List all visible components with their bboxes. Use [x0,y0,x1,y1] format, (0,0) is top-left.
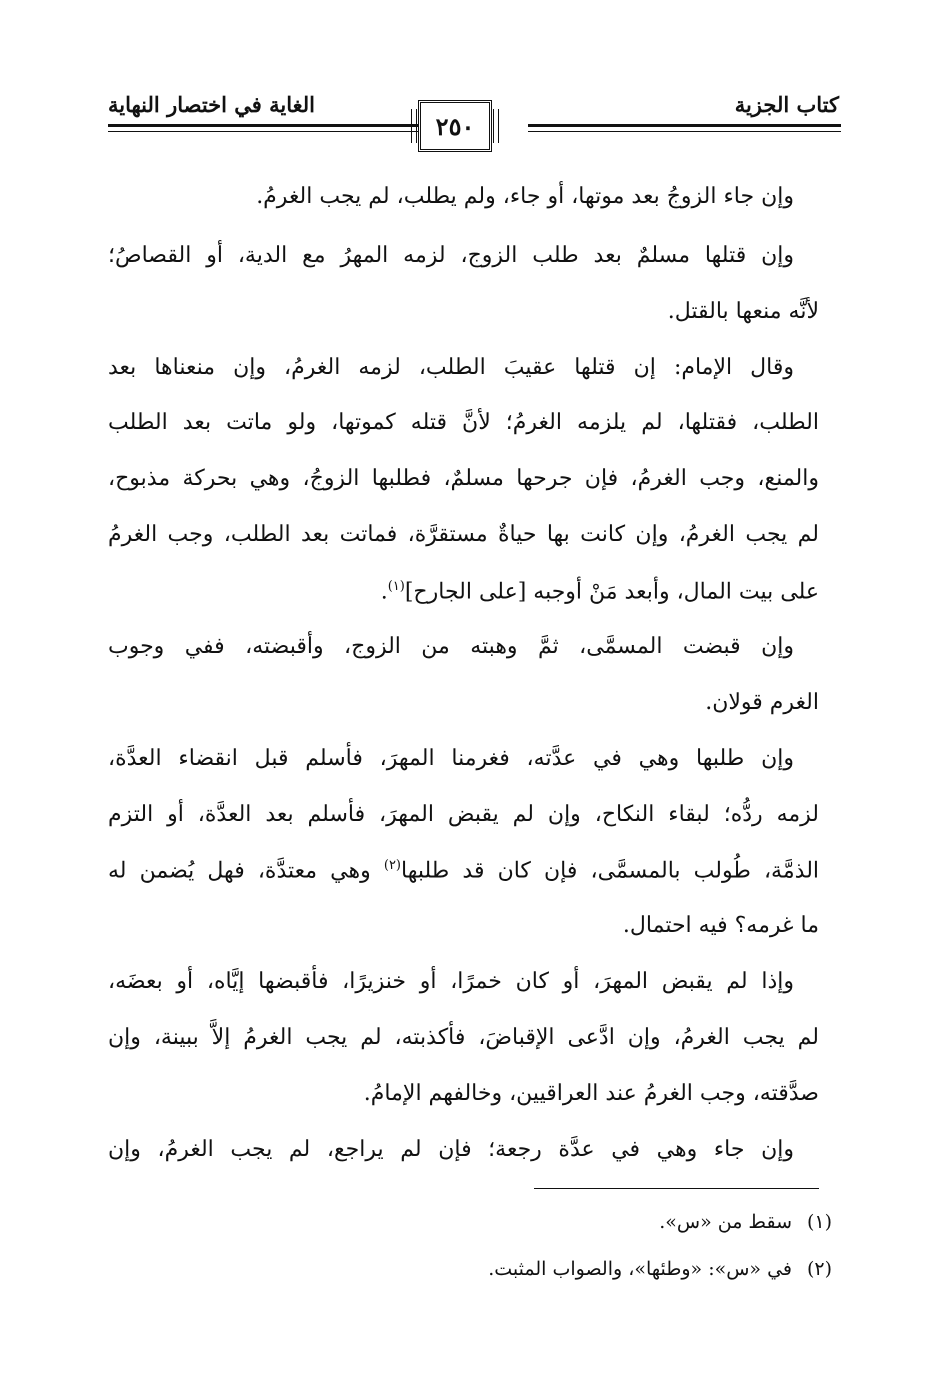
text-line: لم يجب الغرمُ، وإن ادَّعى الإقباضَ، فأكذبته، لم يجب الغرمُ إلاَّ ببينة، وإن [108,1025,819,1050]
footnote-number: (٢) [806,1258,832,1280]
text-line: صدَّقته، وجب الغرمُ عند العراقيين، وخالفهم الإمامُ. [363,1081,819,1106]
text-line: وإن طلبها وهي في عدَّته، فغرمنا المهرَ، فأسلم قبل انقضاء العدَّة، [108,746,794,771]
footnote-mark: (٢) [383,858,401,873]
text-line: وإن جاء وهي في عدَّة رجعة؛ فإن لم يراجع، لم يجب الغرمُ، وإن [108,1137,794,1162]
text-segment: على بيت المال، وأبعد مَنْ أوجبه [على الجارح] [404,579,819,605]
footnote-mark: (١) [387,579,405,594]
text-line: على بيت المال، وأبعد مَنْ أوجبه [على الجارح]$^{(١)}$. [380,579,819,605]
text-line: الغرم قولان. [705,690,819,715]
chapter-title: كتاب الجزية [734,92,839,117]
text-line [108,859,819,882]
text-line: وإن قتلها مسلمٌ بعد طلب الزوج، لزمه المهرُ مع الدية، أو القصاصُ؛ [108,243,795,268]
text-line: الطلب، فقتلها، لم يلزمه الغرمُ؛ لأنَّ قتله كموتها، ولو ماتت بعد الطلب [108,410,819,435]
text-segment: وهي معتدَّة، فهل يُضمن له [108,858,371,884]
text-line: وإن جاء الزوجُ بعد موتها، أو جاء، ولم يطلب، لم يجب الغرمُ. [256,184,794,209]
footnote [488,1258,832,1280]
book-title: الغاية في اختصار النهاية [108,92,315,117]
footnote-separator [534,1188,819,1189]
text-segment: الذمَّة، طُولب بالمسمَّى، فإن كان قد طلبها [401,858,820,884]
text-line: وقال الإمام: إن قتلها عقيبَ الطلب، لزمه الغرمُ، وإن منعناها بعد [108,355,794,380]
text-line: وإذا لم يقبض المهرَ، أو كان خمرًا، أو خنزيرًا، فأقبضها إيَّاه، أو بعضَه، [108,969,794,994]
footnote-number: (١) [806,1211,832,1233]
text-line: ما غرمه؟ فيه احتمال. [622,913,819,938]
page-number: ٢٥٠ [435,111,475,141]
text-line: لأنَّه منعها بالقتل. [667,299,819,324]
footnote-text: في «س»: «وطئها»، والصواب المثبت. [488,1258,792,1280]
text-line: والمنع، وجب الغرمُ، فإن جرحها مسلمٌ، فطلبها الزوجُ، وهي بحركة مذبوح، [108,466,819,491]
footnote [659,1211,832,1233]
footnote-text: سقط من «س». [659,1211,792,1233]
page-number-frame [418,100,492,152]
header-rule-left [108,124,418,127]
text-line: وإن قبضت المسمَّى، ثمَّ وهبته من الزوج، وأقبضته، ففي وجوب [108,634,794,659]
header-rule-right [528,124,841,127]
text-line: لم يجب الغرمُ، وإن كانت بها حياةٌ مستقرَّة، فماتت بعد الطلب، وجب الغرمُ [108,522,819,547]
text-line: لزمه ردُّه؛ لبقاء النكاح، وإن لم يقبض المهرَ، فأسلم بعد العدَّة، أو التزم [108,802,819,827]
